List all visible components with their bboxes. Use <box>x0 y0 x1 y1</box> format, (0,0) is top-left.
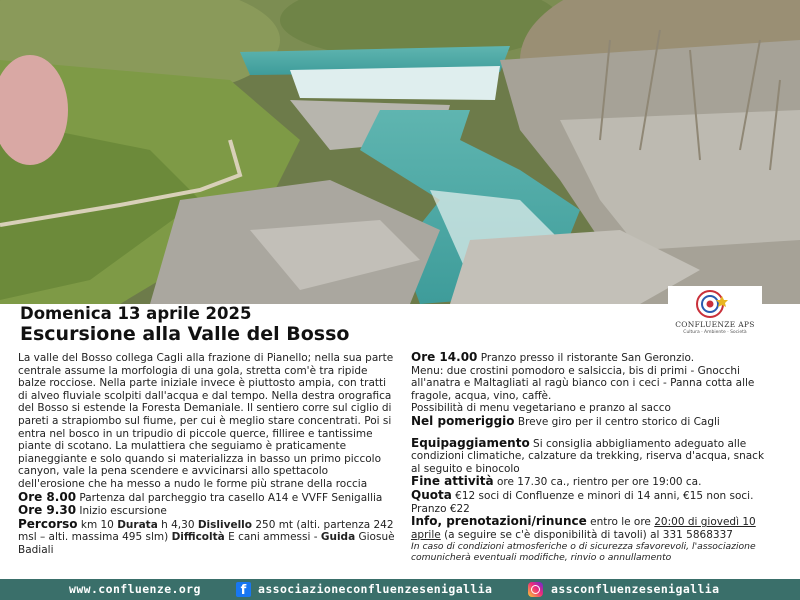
booking-text: entro le ore <box>590 516 651 529</box>
page-title: Escursione alla Valle del Bosso <box>20 323 350 345</box>
time-text: Inizio escursione <box>79 505 167 518</box>
spiral-logo-icon <box>690 288 740 320</box>
weather-note: In caso di condizioni atmosferiche o di sicurezza sfavorevoli, l'associazione comunicherà eventuali modifiche, rinvio o annullamento <box>411 541 756 564</box>
price-label: Quota <box>411 487 452 502</box>
dogs-note: cani ammessi - <box>238 531 318 544</box>
price-item <box>411 489 773 515</box>
footer-bar <box>0 579 800 600</box>
intro-paragraph: La valle del Bosso collega Cagli alla frazione di Pianello; nella sua parte centrale assume la morfologia di una gola, stretta com'è tra ripide balze rocciose. Nella parte iniziale invece è piuttosto ampia, con tratti di alveo fluviale scolpiti dall'acqua e dal tempo. Nella destra orografica del Bosso si estende la Foresta Demaniale. Il sentiero corre sul ciglio di pareti a strapiombo sul fiume, per cui è meglio stare concentrati. Poi si entra nel bosco in un tripudio di piccole querce, filliree e tantissime piante di scotano. La mulattiera che seguiamo è praticamente pianeggiante e solo quando si materializza in basso un primo piccolo canyon, vale la pena scendere e avvicinarsi allo spettacolo dell'erosione che ha messo a nudo le forme più strane della roccia <box>18 352 394 490</box>
time-label: Ore 14.00 <box>411 350 478 364</box>
schedule-item <box>18 504 398 518</box>
afternoon-item <box>411 415 773 429</box>
facebook-icon[interactable]: f <box>236 582 251 597</box>
logo-tagline: Cultura · Ambiente · Società <box>683 330 747 335</box>
price-text: €12 soci di Confluenze e minori di 14 anni, €15 non soci. Pranzo €22 <box>411 489 754 515</box>
schedule-item <box>411 351 773 365</box>
right-column <box>411 351 773 563</box>
event-date: Domenica 13 aprile 2025 <box>20 304 252 323</box>
website-link[interactable]: www.confluenze.org <box>69 582 201 596</box>
left-column <box>18 352 398 557</box>
instagram-icon[interactable] <box>528 582 543 597</box>
association-logo <box>668 286 762 338</box>
equipment-text: Si consiglia abbigliamento adeguato alle condizioni climatiche, calzature da trekking, riserva d'acqua, snack al seguito e binocolo <box>411 437 765 475</box>
time-label: Ore 9.30 <box>18 503 77 518</box>
facebook-link[interactable]: associazioneconfluenzesenigallia <box>258 582 493 596</box>
vegetarian-note: Possibilità di menu vegetariano e pranzo al sacco <box>411 402 671 415</box>
durata-value: h 4,30 <box>161 518 195 531</box>
difficolta-value: E <box>228 531 235 544</box>
time-label: Ore 8.00 <box>18 489 77 504</box>
time-text: Pranzo presso il ristorante San Geronzio. <box>480 352 695 364</box>
route-details <box>18 518 398 557</box>
booking-deadline: 20:00 di giovedì 10 aprile <box>411 516 756 541</box>
booking-phone: (a seguire se c'è disponibilità di tavoli) al 331 5868337 <box>444 528 733 541</box>
guida-label: Guida <box>320 531 356 544</box>
afternoon-text: Breve giro per il centro storico di Cagli <box>517 415 720 428</box>
equipment-label: Equipaggiamento <box>411 435 530 450</box>
schedule-item <box>18 491 398 505</box>
difficolta-label: Difficoltà <box>171 531 225 544</box>
percorso-label: Percorso <box>18 516 78 531</box>
durata-label: Durata <box>117 518 158 531</box>
afternoon-label: Nel pomeriggio <box>411 413 515 428</box>
end-item <box>411 475 773 489</box>
instagram-link[interactable]: assconfluenzesenigallia <box>551 582 720 596</box>
equipment-item <box>411 437 773 476</box>
guida-value: Giosuè Badiali <box>18 531 395 556</box>
time-text: Partenza dal parcheggio tra casello A14 e VVFF Senigallia <box>79 491 383 504</box>
dislivello-value: 250 mt (alti. partenza 242 msl – alti. massima 495 slm) <box>18 518 394 544</box>
end-text: ore 17.30 ca., rientro per ore 19:00 ca. <box>496 476 702 489</box>
booking-label: Info, prenotazioni/rinunce <box>411 514 587 529</box>
logo-name: CONFLUENZE APS <box>675 320 755 329</box>
dislivello-label: Dislivello <box>197 518 252 531</box>
end-label: Fine attività <box>411 474 494 489</box>
percorso-value: km 10 <box>80 518 114 531</box>
menu-text: Menu: due crostini pomodoro e salsiccia, bis di primi - Gnocchi all'anatra e Maltagliati al ragù bianco con i ceci - Panna cotta alle fragole, acqua, vino, caffè. <box>411 364 755 402</box>
booking-item <box>411 515 773 541</box>
